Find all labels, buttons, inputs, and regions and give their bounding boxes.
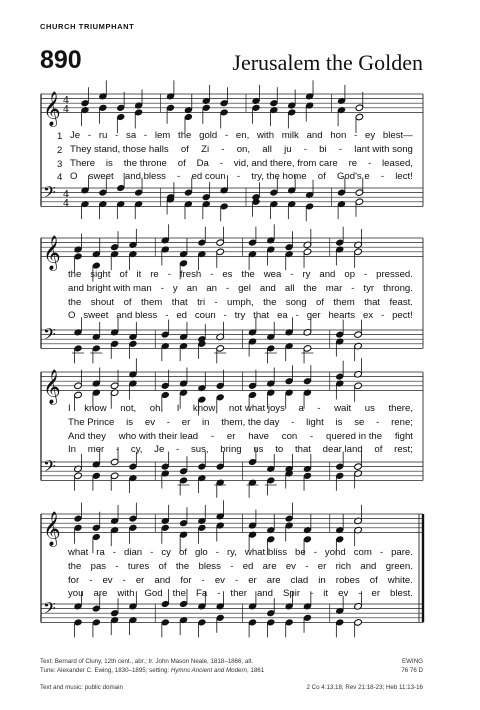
- bass-clef-icon: 𝄢: [43, 456, 56, 480]
- lyric-syllable: es: [222, 269, 233, 280]
- lyric-syllable: mer: [87, 444, 105, 456]
- lyric-line: [68, 589, 413, 599]
- lyric-syllable: of: [158, 560, 167, 572]
- syllable-hyphen: -: [160, 282, 164, 294]
- lyric-syllable: of: [180, 143, 189, 155]
- lyric-syllable: gel: [238, 282, 251, 294]
- lyric-syllable: of: [178, 547, 187, 558]
- lyric-syllable: are: [266, 574, 281, 586]
- lyric-syllable: ex: [362, 310, 374, 322]
- lyric-syllable: wea: [263, 269, 282, 280]
- syllable-hyphen: -: [310, 588, 314, 600]
- lyric-syllable: Je: [154, 444, 165, 456]
- lyric-syllable: ru: [98, 130, 108, 141]
- lyric-syllable: O: [68, 310, 76, 322]
- lyric-line: [68, 562, 413, 572]
- lyric-syllable: er: [226, 430, 236, 442]
- lyric-syllable: bring: [220, 444, 242, 456]
- section-label: CHURCH TRIUMPHANT: [40, 22, 135, 31]
- lyric-syllable: throng.: [383, 282, 413, 294]
- lyric-syllable: con: [281, 430, 298, 442]
- lyric-syllable: us: [364, 403, 375, 414]
- lyric-line: [68, 548, 413, 558]
- lyric-syllable: rest;: [394, 444, 413, 456]
- syllable-hyphen: -: [310, 430, 314, 442]
- tune-name: EWING: [402, 658, 423, 665]
- lyric-syllable: quered in the: [326, 430, 383, 442]
- lyric-syllable: lect!: [395, 171, 413, 183]
- lyric-line: [68, 404, 413, 414]
- lyric-syllable: fight: [394, 430, 413, 442]
- lyric-syllable: white.: [387, 574, 413, 586]
- syllable-hyphen: -: [177, 171, 181, 183]
- lyric-syllable: be: [295, 547, 306, 558]
- syllable-hyphen: -: [167, 269, 171, 280]
- time-signature: 4: [63, 198, 70, 210]
- lyric-syllable: leased,: [382, 157, 413, 169]
- lyric-syllable: are: [93, 588, 108, 600]
- lyric-syllable: that: [253, 310, 270, 322]
- lyric-syllable: an: [186, 282, 198, 294]
- bass-clef-icon: 𝄢: [43, 598, 56, 622]
- lyric-syllable: it: [323, 588, 329, 600]
- lyric-syllable: Spir: [283, 588, 301, 600]
- lyric-syllable: blest—: [382, 130, 413, 141]
- lyric-line: [70, 145, 413, 155]
- syllable-hyphen: -: [381, 310, 385, 322]
- lyric-syllable: them, the day: [221, 416, 280, 428]
- hymn-title: Jerusalem the Golden: [232, 50, 423, 75]
- lyric-syllable: ed: [242, 560, 254, 572]
- treble-clef-icon: 𝄞: [43, 511, 61, 547]
- lyric-syllable: ju: [284, 143, 292, 155]
- lyric-syllable: rich: [335, 560, 352, 572]
- syllable-hyphen: -: [165, 310, 169, 322]
- lyric-syllable: you: [68, 588, 84, 600]
- syllable-hyphen: -: [115, 560, 119, 572]
- lyric-syllable: with: [257, 130, 275, 141]
- syllable-hyphen: -: [305, 560, 309, 572]
- syllable-hyphen: -: [219, 157, 223, 169]
- lyric-syllable: there,: [388, 403, 413, 414]
- lyric-syllable: and bless: [124, 171, 166, 183]
- syllable-hyphen: -: [115, 444, 120, 456]
- lyric-syllable: robes: [335, 574, 360, 586]
- lyric-line: [68, 418, 413, 428]
- syllable-hyphen: -: [379, 547, 384, 558]
- time-signature: 4: [63, 189, 70, 201]
- syllable-hyphen: -: [295, 310, 299, 322]
- syllable-hyphen: -: [376, 416, 380, 428]
- syllable-hyphen: -: [201, 574, 205, 586]
- lyric-syllable: all: [262, 143, 272, 155]
- lyric-syllable: ea: [277, 310, 288, 322]
- lyric-syllable: sa: [126, 130, 137, 141]
- lyric-syllable: Je: [70, 130, 81, 141]
- lyric-syllable: with: [117, 588, 135, 600]
- lyric-syllable: is: [335, 416, 343, 428]
- lyric-syllable: are: [262, 560, 277, 572]
- lyric-syllable: dear land: [322, 444, 363, 456]
- lyric-syllable: tyr: [363, 282, 375, 294]
- lyric-line: [70, 131, 413, 141]
- lyric-syllable: pas: [90, 560, 107, 572]
- lyric-syllable: an: [206, 282, 217, 294]
- lyric-syllable: of: [123, 296, 132, 308]
- lyric-syllable: that: [294, 444, 311, 456]
- lyric-syllable: er: [248, 574, 257, 586]
- lyric-syllable: oh,: [149, 403, 164, 414]
- lyric-syllable: a: [298, 403, 304, 414]
- lyric-syllable: umph,: [227, 296, 254, 308]
- syllable-hyphen: -: [290, 269, 294, 280]
- lyric-syllable: hon: [330, 130, 347, 141]
- lyric-syllable: re: [348, 157, 358, 169]
- verse-number: 3: [57, 158, 63, 170]
- lyric-syllable: lant with song: [354, 143, 413, 155]
- lyric-syllable: wait: [334, 403, 352, 414]
- syllable-hyphen: -: [217, 588, 221, 600]
- lyric-syllable: what: [68, 547, 89, 558]
- lyric-line: [70, 172, 413, 182]
- lyric-syllable: try: [234, 310, 246, 322]
- lyric-syllable: cy,: [130, 444, 143, 456]
- lyric-syllable: sweet: [83, 310, 109, 322]
- lyric-syllable: the: [68, 269, 82, 280]
- syllable-hyphen: -: [224, 130, 229, 141]
- treble-clef-icon: 𝄞: [43, 369, 61, 405]
- lyric-syllable: and bright with man: [68, 282, 152, 294]
- lyric-syllable: try, the home: [251, 171, 307, 183]
- syllable-hyphen: -: [230, 560, 234, 572]
- lyric-syllable: ry,: [226, 547, 237, 558]
- bass-clef-icon: 𝄢: [43, 182, 56, 206]
- lyric-syllable: com: [353, 547, 372, 558]
- syllable-hyphen: -: [112, 547, 116, 558]
- time-signature: 4: [63, 104, 70, 116]
- lyric-syllable: rene;: [391, 416, 413, 428]
- lyric-syllable: that: [364, 296, 381, 308]
- treble-clef-icon: 𝄞: [43, 91, 61, 127]
- lyric-syllable: them: [333, 296, 355, 308]
- lyric-line: [68, 311, 413, 321]
- syllable-hyphen: -: [317, 403, 321, 414]
- verse-number: 1: [57, 131, 63, 142]
- syllable-hyphen: -: [225, 282, 230, 294]
- lyric-syllable: and bless: [116, 310, 158, 322]
- lyric-syllable: ev: [285, 560, 296, 572]
- lyric-syllable: green.: [385, 560, 413, 572]
- hymn-number: 890: [40, 46, 82, 74]
- lyric-syllable: In: [68, 444, 77, 456]
- lyric-syllable: pressed.: [376, 269, 413, 280]
- syllable-hyphen: -: [214, 296, 218, 308]
- credits-rights: Text and music: public domain: [40, 684, 123, 691]
- lyric-syllable: is: [126, 416, 134, 428]
- lyric-syllable: the throne: [123, 157, 167, 169]
- syllable-hyphen: -: [143, 130, 148, 141]
- verse-number: 4: [57, 172, 63, 184]
- lyric-syllable: dian: [124, 547, 143, 558]
- lyric-syllable: for: [180, 574, 192, 586]
- lyric-syllable: bi: [319, 143, 327, 155]
- lyric-syllable: er: [317, 560, 327, 572]
- lyric-syllable: not,: [120, 403, 137, 414]
- lyric-syllable: of: [315, 296, 324, 308]
- lyric-syllable: pare.: [391, 547, 413, 558]
- lyric-syllable: shout: [90, 296, 115, 308]
- lyric-syllable: And they: [68, 430, 106, 442]
- syllable-hyphen: -: [166, 416, 170, 428]
- lyric-syllable: tures: [127, 560, 150, 572]
- lyric-syllable: song: [285, 296, 307, 308]
- syllable-hyphen: -: [215, 547, 219, 558]
- lyric-line: [68, 576, 413, 586]
- credits-text: Text: Bernard of Cluny, 12th cent., abr.; tr. John Mason Neale, 1818–1866, alt.: [40, 658, 254, 665]
- syllable-hyphen: -: [354, 130, 358, 141]
- syllable-hyphen: -: [122, 574, 126, 586]
- syllable-hyphen: -: [221, 143, 225, 155]
- lyric-syllable: of: [119, 269, 128, 280]
- lyric-syllable: ther: [230, 588, 247, 600]
- lyric-syllable: and: [256, 588, 273, 600]
- lyric-syllable: gold: [199, 130, 218, 141]
- lyric-syllable: coun: [194, 310, 216, 322]
- syllable-hyphen: -: [176, 444, 180, 456]
- lyric-syllable: the: [263, 296, 277, 308]
- credits-tune: Tune: Alexander C. Ewing, 1830–1895; setting: Hymns Ancient and Modern, 1861: [40, 667, 265, 674]
- lyric-syllable: y: [172, 282, 178, 294]
- lyric-syllable: fresh: [179, 269, 202, 280]
- lyric-syllable: in: [202, 416, 210, 428]
- lyric-syllable: hearts: [328, 310, 356, 322]
- syllable-hyphen: -: [291, 416, 295, 428]
- lyric-syllable: of: [317, 171, 326, 183]
- lyric-syllable: Zi: [201, 143, 210, 155]
- lyric-syllable: know: [84, 403, 107, 414]
- lyric-syllable: in: [318, 574, 326, 586]
- lyric-syllable: the: [172, 588, 186, 600]
- lyric-syllable: yond: [324, 547, 346, 558]
- lyric-syllable: of: [369, 574, 378, 586]
- lyric-line: [68, 432, 413, 442]
- lyric-syllable: lem: [154, 130, 171, 141]
- lyric-syllable: ger: [306, 310, 321, 322]
- lyric-syllable: of: [374, 444, 383, 456]
- lyric-syllable: er: [135, 574, 145, 586]
- lyric-syllable: the: [68, 296, 82, 308]
- lyric-syllable: Fa: [195, 588, 208, 600]
- syllable-hyphen: -: [234, 574, 239, 586]
- lyric-syllable: God: [144, 588, 163, 600]
- lyric-syllable: the: [241, 269, 255, 280]
- syllable-hyphen: -: [150, 547, 154, 558]
- lyric-syllable: the: [178, 130, 192, 141]
- verse-number: 2: [57, 144, 63, 156]
- lyric-syllable: us: [253, 444, 264, 456]
- lyric-syllable: sus,: [190, 444, 209, 456]
- lyric-syllable: ev: [338, 588, 349, 600]
- meter: 76 76 D: [401, 667, 423, 674]
- lyric-syllable: en,: [235, 130, 250, 141]
- lyric-syllable: cy: [161, 547, 171, 558]
- lyric-syllable: blest.: [390, 588, 413, 600]
- lyric-syllable: the: [175, 560, 190, 572]
- lyric-syllable: bless: [198, 560, 221, 572]
- syllable-hyphen: -: [363, 269, 368, 280]
- time-signature: 4: [63, 95, 70, 107]
- lyric-syllable: feast.: [389, 296, 413, 308]
- syllable-hyphen: -: [210, 269, 214, 280]
- syllable-hyphen: -: [351, 282, 355, 294]
- lyric-syllable: glo: [194, 547, 208, 558]
- lyric-syllable: and: [360, 560, 377, 572]
- lyric-syllable: mar: [325, 282, 343, 294]
- lyric-syllable: re: [150, 269, 159, 280]
- lyric-syllable: all: [284, 282, 295, 294]
- lyric-syllable: for: [68, 574, 80, 586]
- lyric-syllable: who with their lead: [118, 430, 199, 442]
- lyric-syllable: them: [140, 296, 163, 308]
- lyric-syllable: ra: [96, 547, 105, 558]
- lyric-syllable: what bliss: [244, 547, 288, 558]
- syllable-hyphen: -: [223, 310, 227, 322]
- syllable-hyphen: -: [89, 574, 93, 586]
- lyric-syllable: and: [154, 574, 171, 586]
- lyric-syllable: the: [303, 282, 317, 294]
- syllable-hyphen: -: [87, 130, 92, 141]
- syllable-hyphen: -: [210, 430, 215, 442]
- lyric-syllable: is: [105, 157, 113, 169]
- lyric-syllable: not what joys: [228, 403, 285, 414]
- lyric-syllable: that: [171, 296, 188, 308]
- lyric-syllable: clad: [290, 574, 309, 586]
- lyric-syllable: ev: [144, 416, 155, 428]
- lyric-syllable: se: [354, 416, 365, 428]
- syllable-hyphen: -: [303, 143, 307, 155]
- lyric-syllable: have: [248, 430, 270, 442]
- lyric-syllable: ev: [102, 574, 113, 586]
- syllable-hyphen: -: [115, 130, 119, 141]
- lyric-syllable: There: [70, 157, 96, 169]
- syllable-hyphen: -: [338, 143, 343, 155]
- lyric-syllable: God's e: [336, 171, 370, 183]
- lyric-syllable: They stand, those halls: [70, 143, 169, 155]
- lyric-syllable: vid, and there, from care: [233, 157, 338, 169]
- lyric-syllable: on,: [236, 143, 251, 155]
- lyric-syllable: it: [136, 269, 142, 280]
- lyric-syllable: er: [181, 416, 191, 428]
- lyric-syllable: ey: [365, 130, 376, 141]
- syllable-hyphen: -: [380, 171, 385, 183]
- syllable-hyphen: -: [313, 547, 317, 558]
- lyric-syllable: ev: [214, 574, 225, 586]
- lyric-syllable: the: [68, 560, 82, 572]
- lyric-line: [68, 284, 413, 294]
- lyric-syllable: and: [259, 282, 276, 294]
- syllable-hyphen: -: [358, 588, 362, 600]
- lyric-syllable: know: [192, 403, 216, 414]
- syllable-hyphen: -: [236, 171, 241, 183]
- lyric-syllable: ed: [176, 310, 187, 322]
- lyric-syllable: sight: [90, 269, 111, 280]
- lyric-syllable: pect!: [392, 310, 413, 322]
- lyric-syllable: op: [344, 269, 356, 280]
- lyric-syllable: tri: [197, 296, 206, 308]
- lyric-syllable: O: [70, 171, 78, 183]
- lyric-syllable: milk: [281, 130, 299, 141]
- lyric-syllable: to: [275, 444, 284, 456]
- lyric-syllable: ed coun: [191, 171, 226, 183]
- lyric-line: [70, 159, 413, 169]
- lyric-line: [68, 270, 413, 280]
- lyric-syllable: I: [68, 403, 71, 414]
- lyric-syllable: er: [371, 588, 381, 600]
- lyric-syllable: ry: [302, 269, 311, 280]
- lyric-syllable: and: [306, 130, 323, 141]
- lyric-syllable: sweet: [88, 171, 114, 183]
- treble-clef-icon: 𝄞: [43, 235, 61, 271]
- lyric-syllable: and: [319, 269, 336, 280]
- syllable-hyphen: -: [367, 157, 372, 169]
- bass-clef-icon: 𝄢: [43, 324, 56, 348]
- lyric-syllable: Da: [196, 157, 209, 169]
- scripture-refs: 2 Co 4:13,18; Rev 21:18-23; Heb 11:13-16: [306, 684, 423, 691]
- lyric-syllable: of: [177, 157, 186, 169]
- lyric-syllable: The Prince: [68, 416, 115, 428]
- lyric-line: [68, 298, 413, 308]
- lyric-syllable: I: [176, 403, 180, 414]
- lyric-syllable: light: [306, 416, 324, 428]
- lyric-line: [68, 445, 413, 455]
